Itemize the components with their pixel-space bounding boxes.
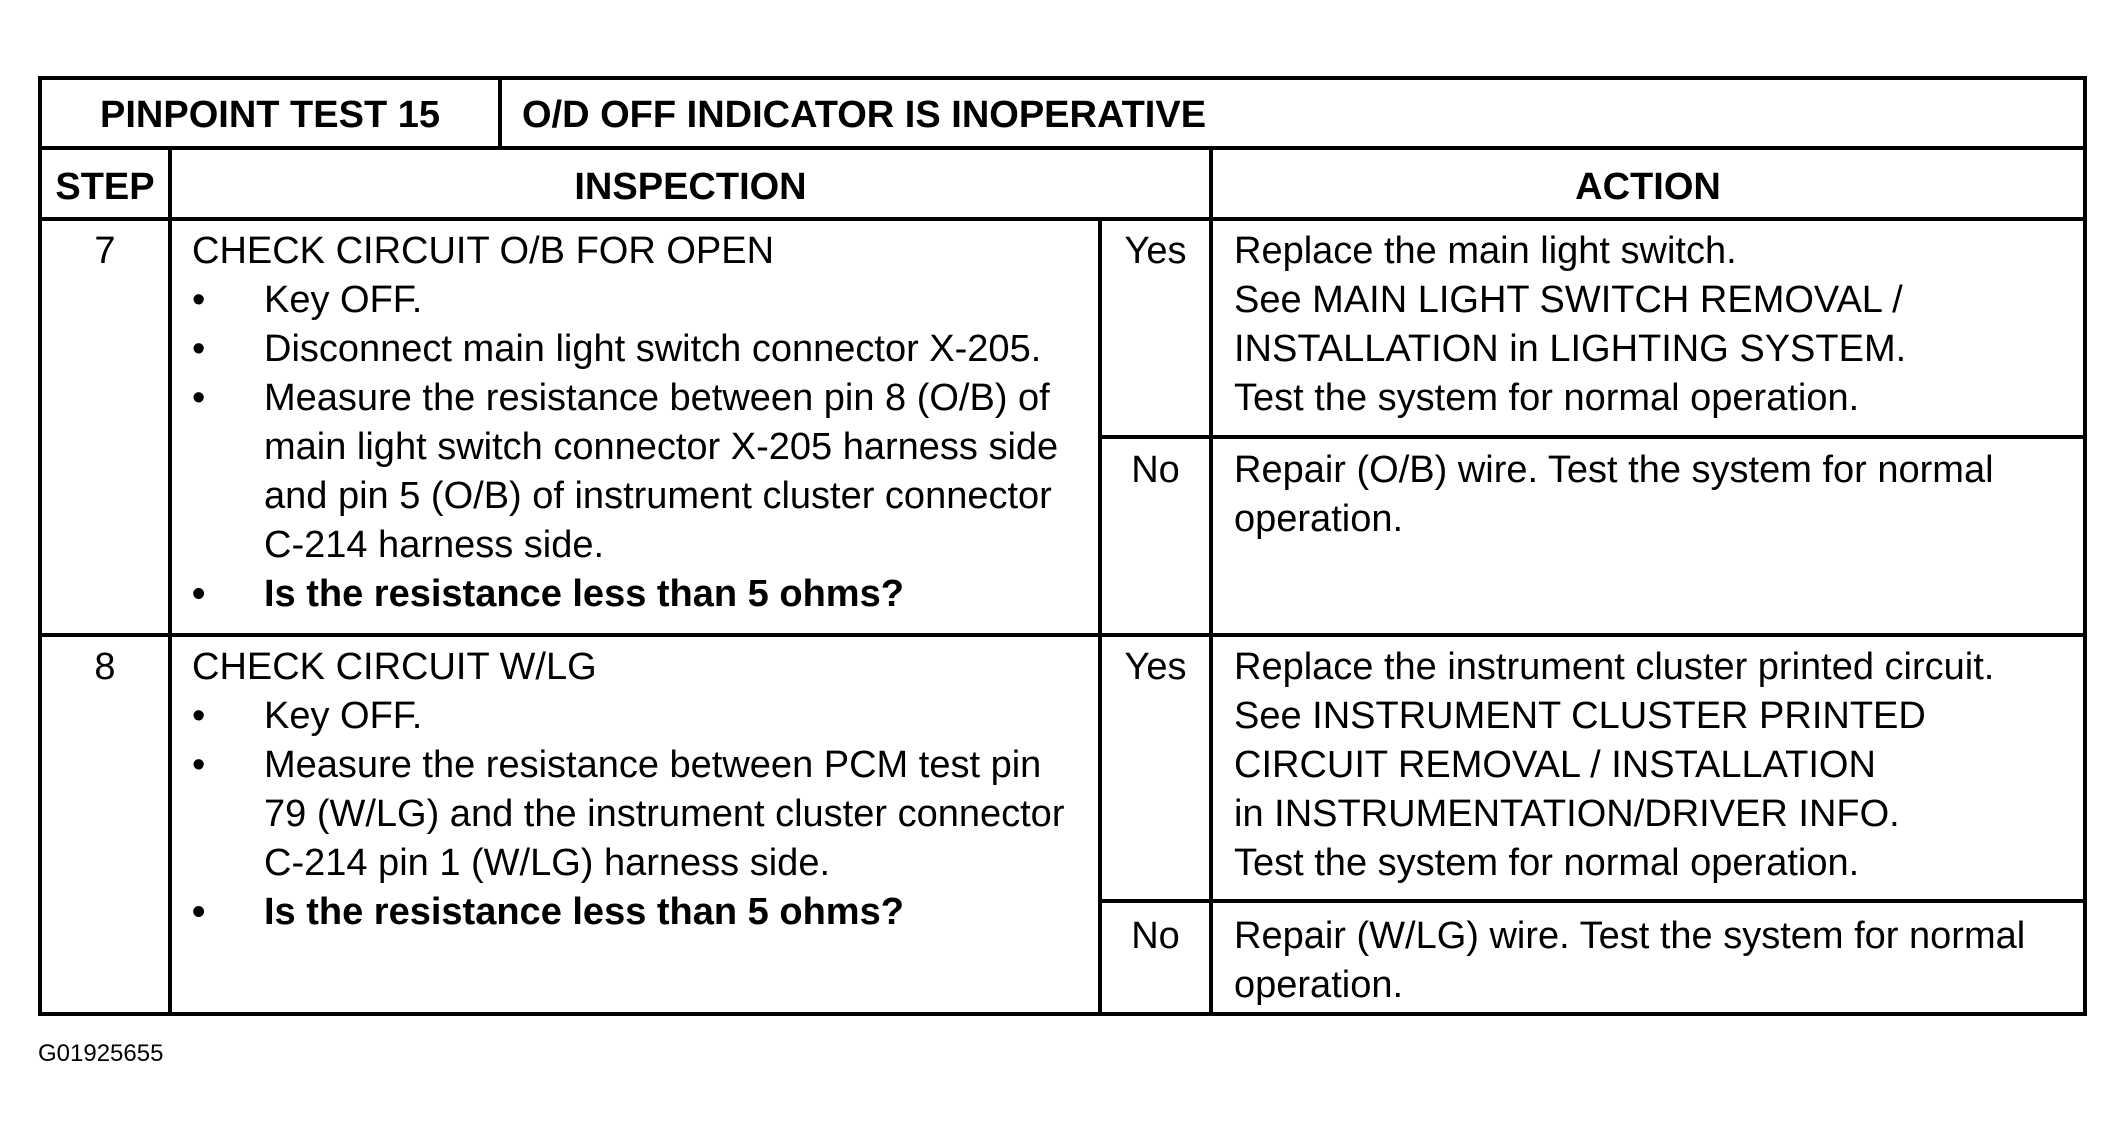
action-line: Replace the instrument cluster printed circuit.: [1234, 646, 1995, 688]
action-line: operation.: [1234, 964, 1404, 1006]
divider: [1209, 146, 1213, 1016]
inspection-list: [192, 692, 1092, 937]
action-line: in INSTRUMENTATION/DRIVER INFO.: [1234, 793, 1900, 835]
yes-label: Yes: [1124, 646, 1187, 688]
test-number: PINPOINT TEST 15: [100, 94, 440, 136]
column-header-step: STEP: [55, 166, 155, 208]
action-no-cell: [1234, 912, 2074, 1010]
action-line: Replace the main light switch.: [1234, 230, 1737, 272]
divider: [42, 217, 2083, 221]
action-line: See INSTRUMENT CLUSTER PRINTED: [1234, 695, 1926, 737]
action-line: See MAIN LIGHT SWITCH REMOVAL /: [1234, 279, 1903, 321]
divider: [42, 633, 2083, 637]
action-yes-cell: [1234, 227, 2074, 423]
yes-label: Yes: [1124, 230, 1187, 272]
action-line: Repair (O/B) wire. Test the system for normal: [1234, 449, 1994, 491]
divider: [1100, 435, 2083, 439]
no-label: No: [1131, 449, 1180, 491]
step-number: 8: [94, 646, 116, 688]
no-label: No: [1131, 915, 1180, 957]
action-line: Test the system for normal operation.: [1234, 842, 1860, 884]
test-title: O/D OFF INDICATOR IS INOPERATIVE: [522, 94, 1207, 136]
inspection-item: • Measure the resistance between PCM test pin 79 (W/LG) and the instrument cluster connector C-214 pin 1 (W/LG) harness side.: [192, 741, 1094, 888]
inspection-item: • Key OFF.: [192, 276, 1092, 325]
action-line: Test the system for normal operation.: [1234, 377, 1860, 419]
inspection-item: • Disconnect main light switch connector X-205.: [192, 325, 1092, 374]
inspection-heading: CHECK CIRCUIT W/LG: [192, 646, 597, 688]
action-line: Repair (W/LG) wire. Test the system for normal: [1234, 915, 2026, 957]
column-header-inspection: INSPECTION: [574, 166, 807, 208]
inspection-heading: CHECK CIRCUIT O/B FOR OPEN: [192, 230, 775, 272]
figure-id: G01925655: [38, 1040, 164, 1067]
pinpoint-test-table: [38, 76, 2087, 1016]
inspection-list: [192, 276, 1092, 619]
inspection-item: • Measure the resistance between pin 8 (O/B) of main light switch connector X-205 harness side and pin 5 (O/B) of instrument cluster connector C-214 harness side.: [192, 374, 1094, 570]
inspection-cell: [192, 227, 1092, 619]
divider: [168, 146, 172, 1016]
inspection-cell: [192, 643, 1092, 937]
inspection-item: • Key OFF.: [192, 692, 1092, 741]
divider: [1098, 217, 1102, 1016]
divider: [498, 80, 502, 146]
column-header-action: ACTION: [1575, 166, 1721, 208]
divider: [42, 146, 2083, 150]
inspection-question: • Is the resistance less than 5 ohms?: [192, 570, 1092, 619]
action-line: operation.: [1234, 498, 1404, 540]
action-no-cell: [1234, 446, 2074, 544]
inspection-question: • Is the resistance less than 5 ohms?: [192, 888, 1092, 937]
action-yes-cell: [1234, 643, 2074, 888]
action-line: CIRCUIT REMOVAL / INSTALLATION: [1234, 744, 1876, 786]
action-line: INSTALLATION in LIGHTING SYSTEM.: [1234, 328, 1907, 370]
step-number: 7: [94, 230, 116, 272]
divider: [1100, 899, 2083, 903]
